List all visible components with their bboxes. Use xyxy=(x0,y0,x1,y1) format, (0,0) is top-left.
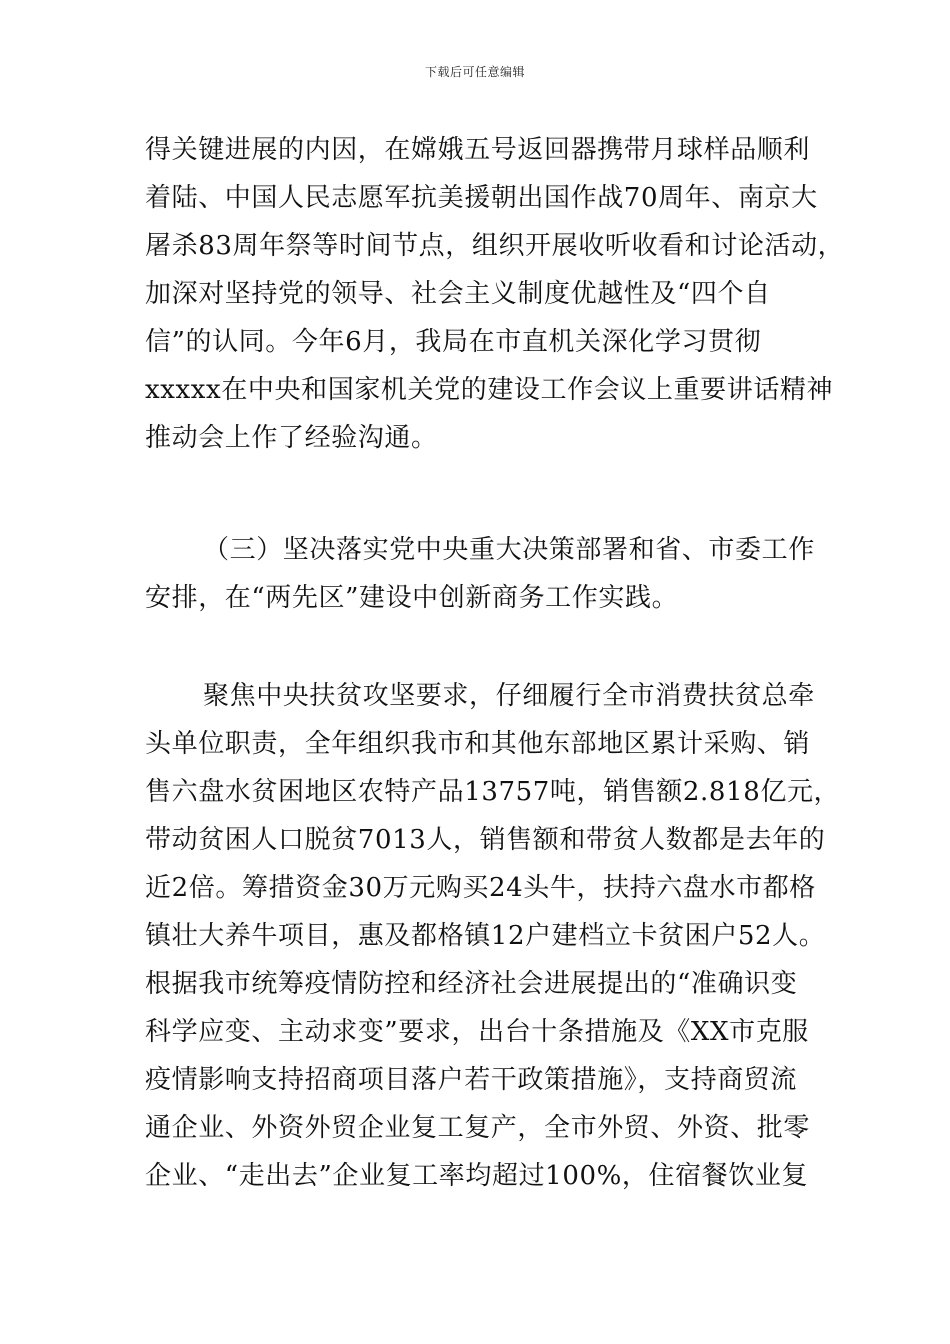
text-line: 售六盘水贫困地区农特产品13757吨，销售额2.818亿元， xyxy=(145,777,841,807)
text-line: 镇壮大养牛项目，惠及都格镇12户建档立卡贫困户52人。 xyxy=(145,921,826,951)
text-line: 根据我市统筹疫情防控和经济社会进展提出的“准确识变 xyxy=(145,969,798,999)
text-line: 企业、“走出去”企业复工率均超过100%，住宿餐饮业复 xyxy=(145,1161,809,1191)
text-line: 疫情影响支持招商项目落户若干政策措施》，支持商贸流 xyxy=(145,1065,798,1095)
text-line: 头单位职责，全年组织我市和其他东部地区累计采购、销 xyxy=(145,729,811,759)
text-line: 通企业、外资外贸企业复工复产，全市外贸、外资、批零 xyxy=(145,1113,811,1143)
text-line: 屠杀83周年祭等时间节点，组织开展收听收看和讨论活动， xyxy=(145,231,845,261)
text-line: 带动贫困人口脱贫7013人，销售额和带贫人数都是去年的 xyxy=(145,825,826,855)
text-line: 科学应变、主动求变”要求，出台十条措施及《XX市克服 xyxy=(145,1017,809,1047)
text-line: 加深对坚持党的领导、社会主义制度优越性及“四个自 xyxy=(145,279,771,309)
text-line: 聚焦中央扶贫攻坚要求，仔细履行全市消费扶贫总牵 xyxy=(203,681,815,711)
text-line: 近2倍。筹措资金30万元购买24头牛，扶持六盘水市都格 xyxy=(145,873,816,903)
paragraph-3 xyxy=(145,672,841,1200)
text-line: 得关键进展的内因，在嫦娥五号返回器携带月球样品顺利 xyxy=(145,135,811,165)
text-line: 着陆、中国人民志愿军抗美援朝出国作战70周年、南京大 xyxy=(145,183,818,213)
text-line: 安排，在“两先区”建设中创新商务工作实践。 xyxy=(145,583,679,613)
text-line: xxxxx在中央和国家机关党的建设工作会议上重要讲话精神 xyxy=(145,375,834,405)
paragraph-2-heading xyxy=(145,526,835,622)
text-line: 推动会上作了经验沟通。 xyxy=(145,423,438,453)
text-line: 信”的认同。今年6月，我局在市直机关深化学习贯彻 xyxy=(145,327,762,357)
header-note: 下载后可任意编辑 xyxy=(424,65,525,79)
paragraph-1 xyxy=(145,126,845,462)
text-line: （三）坚决落实党中央重大决策部署和省、市委工作 xyxy=(203,535,815,565)
